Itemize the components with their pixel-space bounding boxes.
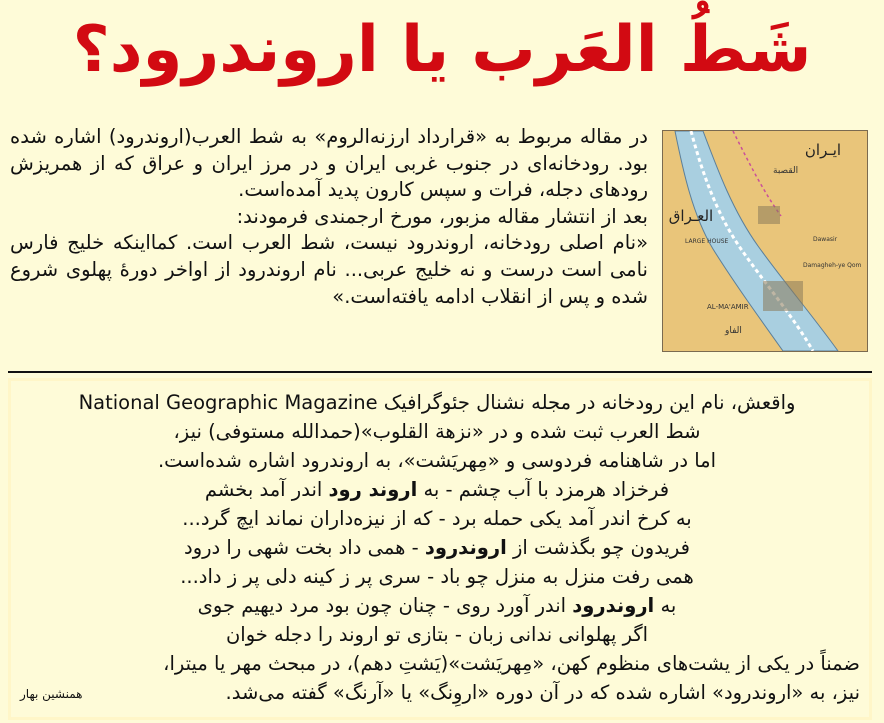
- highlight-arvandrud: اروند رود: [328, 478, 418, 501]
- divider: [8, 371, 872, 373]
- map-label-dawasir: Dawasir: [813, 236, 838, 243]
- page-title: شَطُ العَرب یا اروندرود؟: [72, 13, 812, 87]
- body-line-3: اما در شاهنامه فردوسی و «مِهریَشت»، به اروندرود اشاره شده‌است.: [157, 449, 717, 472]
- body-line-1: واقعش، نام این رودخانه در مجله نشنال جئوگرافیک National Geographic Magazine: [78, 391, 796, 414]
- map-label-small: Damagheh-ye Qom: [803, 262, 862, 269]
- map-label-large-house: LARGE HOUSE: [685, 238, 729, 245]
- verse-3: فریدون چو بگذشت از اروندرود - همی داد بخت شهی را درود: [184, 536, 690, 559]
- highlight-arvandrud: اروندرود: [424, 536, 507, 559]
- verse-5: به اروندرود اندر آورد روی - چنان چون بود مرد دیهیم جوی: [197, 594, 677, 617]
- intro-quote-lead: بعد از انتشار مقاله مزبور، مورخ ارجمندی فرمودند:: [236, 204, 648, 228]
- intro-quote: «نام اصلی رودخانه، اروندرود نیست، شط العرب است. کمااینکه خلیج فارس نامی است درست و نه خلیج عربی... نام اروندرود از اواخر دورهٔ پهلوی شروع شده و پس از انقلاب ادامه یافته‌است.»: [10, 231, 648, 308]
- verse-4: همی رفت منزل به منزل چو باد - سری پر ز کینه دلی پر ز داد...: [180, 565, 694, 588]
- verse-2: به کرخ اندر آمد یکی حمله برد - که از نیزه‌داران نماند ایچ گرد...: [182, 507, 692, 530]
- shatt-al-arab-map: [662, 130, 868, 352]
- signature: همنشین بهار: [20, 687, 83, 701]
- verse-6: اگر پهلوانی ندانی زبان - بتازی تو اروند را دجله خوان: [225, 623, 649, 646]
- map-label-iraq: العـراق: [668, 207, 714, 225]
- intro-paragraph: در مقاله مربوط به «قرارداد ارزنه‌الروم» به شط العرب(اروندرود) اشاره شده بود. رودخانه‌ای در جنوب غربی ایران و در مرز ایران و عراق که از همریزش رودهای دجله، فرات و سپس کارون پدید آمده‌است.: [10, 125, 648, 202]
- map-label-qasba: القصبة: [773, 166, 799, 176]
- map-graphic: [663, 131, 867, 351]
- body-line-4: ضمناً در یکی از یشت‌های منظوم کهن، «مِهریَشت»(یَشتِ دهم)، در مبحث مهر یا میترا،: [163, 652, 860, 675]
- map-label-iran: ایـران: [804, 141, 842, 159]
- highlight-arvandrud: اروندرود: [572, 594, 655, 617]
- map-label-al-maamir: AL-MA'AMIR: [707, 303, 749, 311]
- intro-text: [10, 124, 648, 310]
- body-line-5: نیز، به «اروندرود» اشاره شده که در آن دوره «اروِنگ» یا «آرنگ» گفته می‌شد.: [225, 681, 860, 704]
- body-line-2: شط العرب ثبت شده و در «نزهة القلوب»(حمدالله مستوفی) نیز،: [173, 420, 701, 443]
- map-label-fao: الفاو: [725, 326, 742, 336]
- verse-1: فرخزاد هرمزد با آب چشم - به اروند رود اندر آمد بخشم: [204, 478, 670, 501]
